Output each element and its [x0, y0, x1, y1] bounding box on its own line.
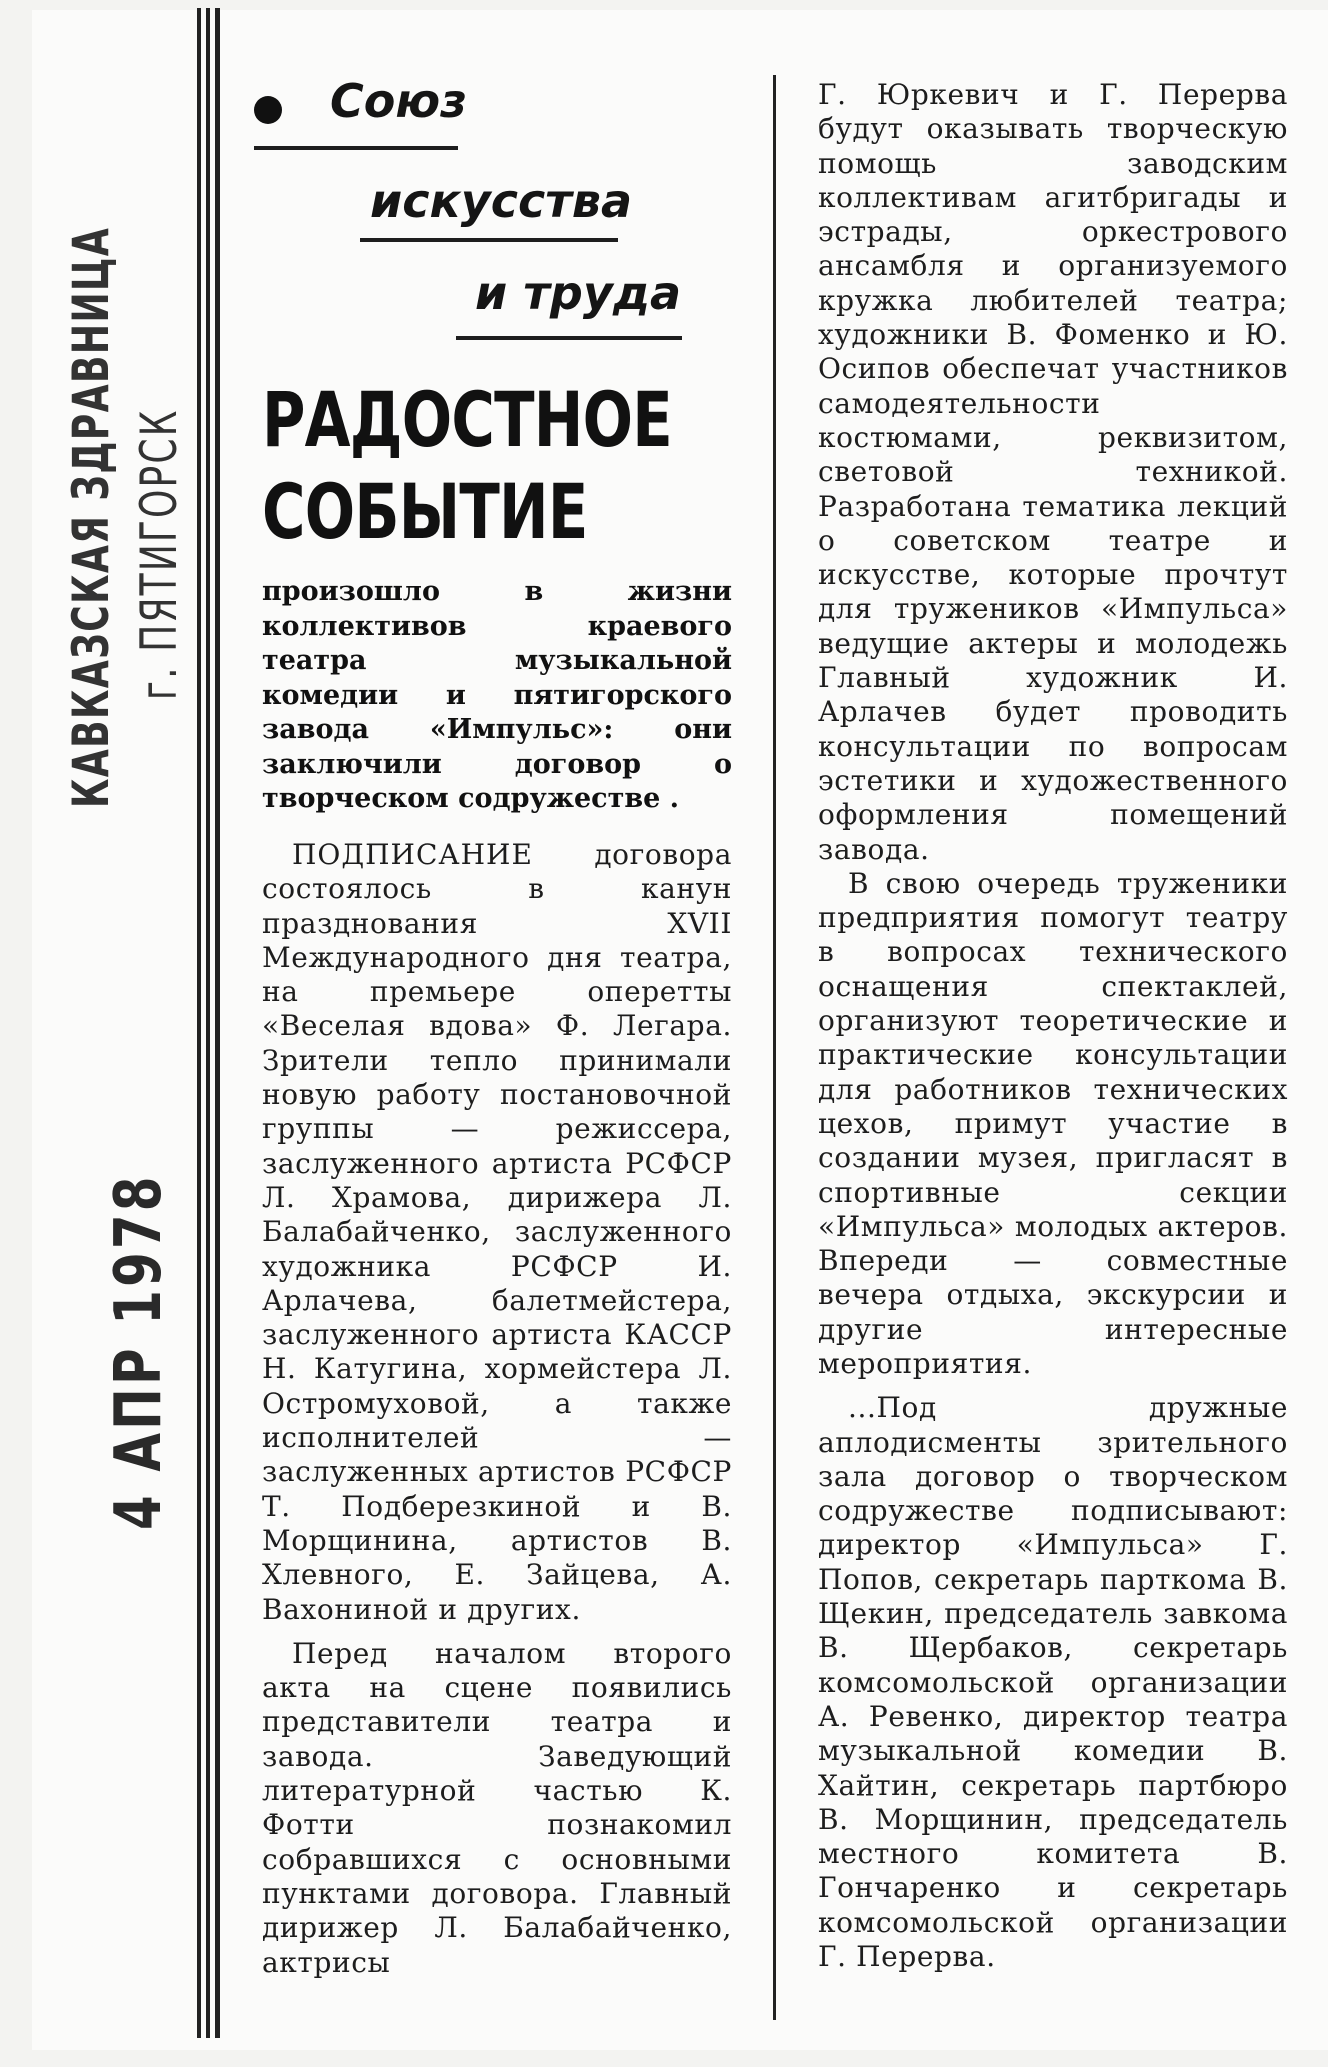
bullet-icon: [254, 96, 282, 124]
column-2-paragraph-3: ...Под дружные аплодисменты зрительного зала договор о творческом содружестве подписывают: директор «Импульса» Г. Попов, секретарь парткома В. Щекин, председатель завкома В. Щербаков, секретарь комсомольской организации А. Ревенко, директор театра музыкальной комедии В. Хайтин, секретарь партбюро В. Морщинин, председатель местного комитета В. Гончаренко и секретарь комсомольской организации Г. Перерва.: [818, 1391, 1288, 1974]
city-stamp: г. ПЯТИГОРСК: [130, 408, 188, 700]
column-2-paragraph-2: В свою очередь труженики предприятия помогут театру в вопросах технического оснащения спектаклей, организуют теоретические и практические консультации для работников технических цехов, примут участие в создании музея, пригласят в спортивные секции «Импульса» молодых актеров. Впереди — совместные вечера отдыха, экскурсии и другие интересные мероприятия.: [818, 866, 1288, 1380]
column-rule-left-1: [197, 8, 201, 2038]
headline-line-2: СОБЫТИЕ: [262, 467, 588, 556]
headline-line-1: РАДОСТНОЕ: [262, 375, 672, 464]
rubric-underline-2: [360, 238, 618, 242]
rubric-line-3: и труда: [475, 266, 682, 320]
date-stamp: 4 АПР 1978: [102, 1173, 176, 1530]
lead-paragraph: произошло в жизни коллективов краевого театра музыкальной комедии и пятигорского завода «Импульс»: они заключили договор о творческом содружестве .: [262, 576, 732, 814]
rubric-underline-1: [254, 146, 458, 150]
paragraph-initial-caps: ПОДПИСАНИЕ: [292, 838, 533, 871]
column-1-paragraph-1: [262, 838, 732, 1627]
article-column-2: [818, 78, 1288, 1974]
column-rule-left-3: [215, 8, 220, 2038]
article-column-1: [262, 838, 732, 1980]
column-2-paragraph-1: Г. Юркевич и Г. Перерва будут оказывать творческую помощь заводским коллективам агитбригады и эстрады, оркестрового ансамбля и организуемого кружка любителей театра; художники В. Фоменко и Ю. Осипов обеспечат участников самодеятельности костюмами, реквизитом, световой техникой. Разработана тематика лекций о советском театре и искусстве, которые прочтут для тружеников «Импульса» ведущие актеры и молодежь Главный художник И. Арлачев будет проводить консультации по вопросам эстетики и художественного оформления помещений завода.: [818, 78, 1288, 866]
column-rule-left-2: [206, 8, 210, 2038]
column-1-paragraph-2: Перед началом второго акта на сцене появились представители театра и завода. Заведующий литературной частью К. Фотти познакомил собравшихся с основными пунктами договора. Главный дирижер Л. Балабайченко, актрисы: [262, 1636, 732, 1979]
rubric-underline-3: [456, 336, 682, 340]
rubric-line-1: Союз: [330, 74, 467, 128]
column-rule-middle: [773, 75, 776, 2020]
column-1-paragraph-1-text: договора состоялось в канун празднования XVII Международного дня театра, на премьере оперетты «Веселая вдова» Ф. Легара. Зрители тепло принимали новую работу постановочной группы — режиссера, заслуженного артиста РСФСР Л. Храмова, дирижера Л. Балабайченко, заслуженного художника РСФСР И. Арлачева, балетмейстера, заслуженного артиста КАССР Н. Катугина, хормейстера Л. Остромуховой, а также исполнителей — заслуженных артистов РСФСР Т. Подберезкиной и В. Морщинина, артистов В. Хлевного, Е. Зайцева, А. Вахониной и других.: [262, 838, 732, 1626]
newspaper-name-stamp: КАВКАЗСКАЯ ЗДРАВНИЦА: [62, 226, 120, 808]
rubric-line-2: искусства: [370, 174, 633, 228]
